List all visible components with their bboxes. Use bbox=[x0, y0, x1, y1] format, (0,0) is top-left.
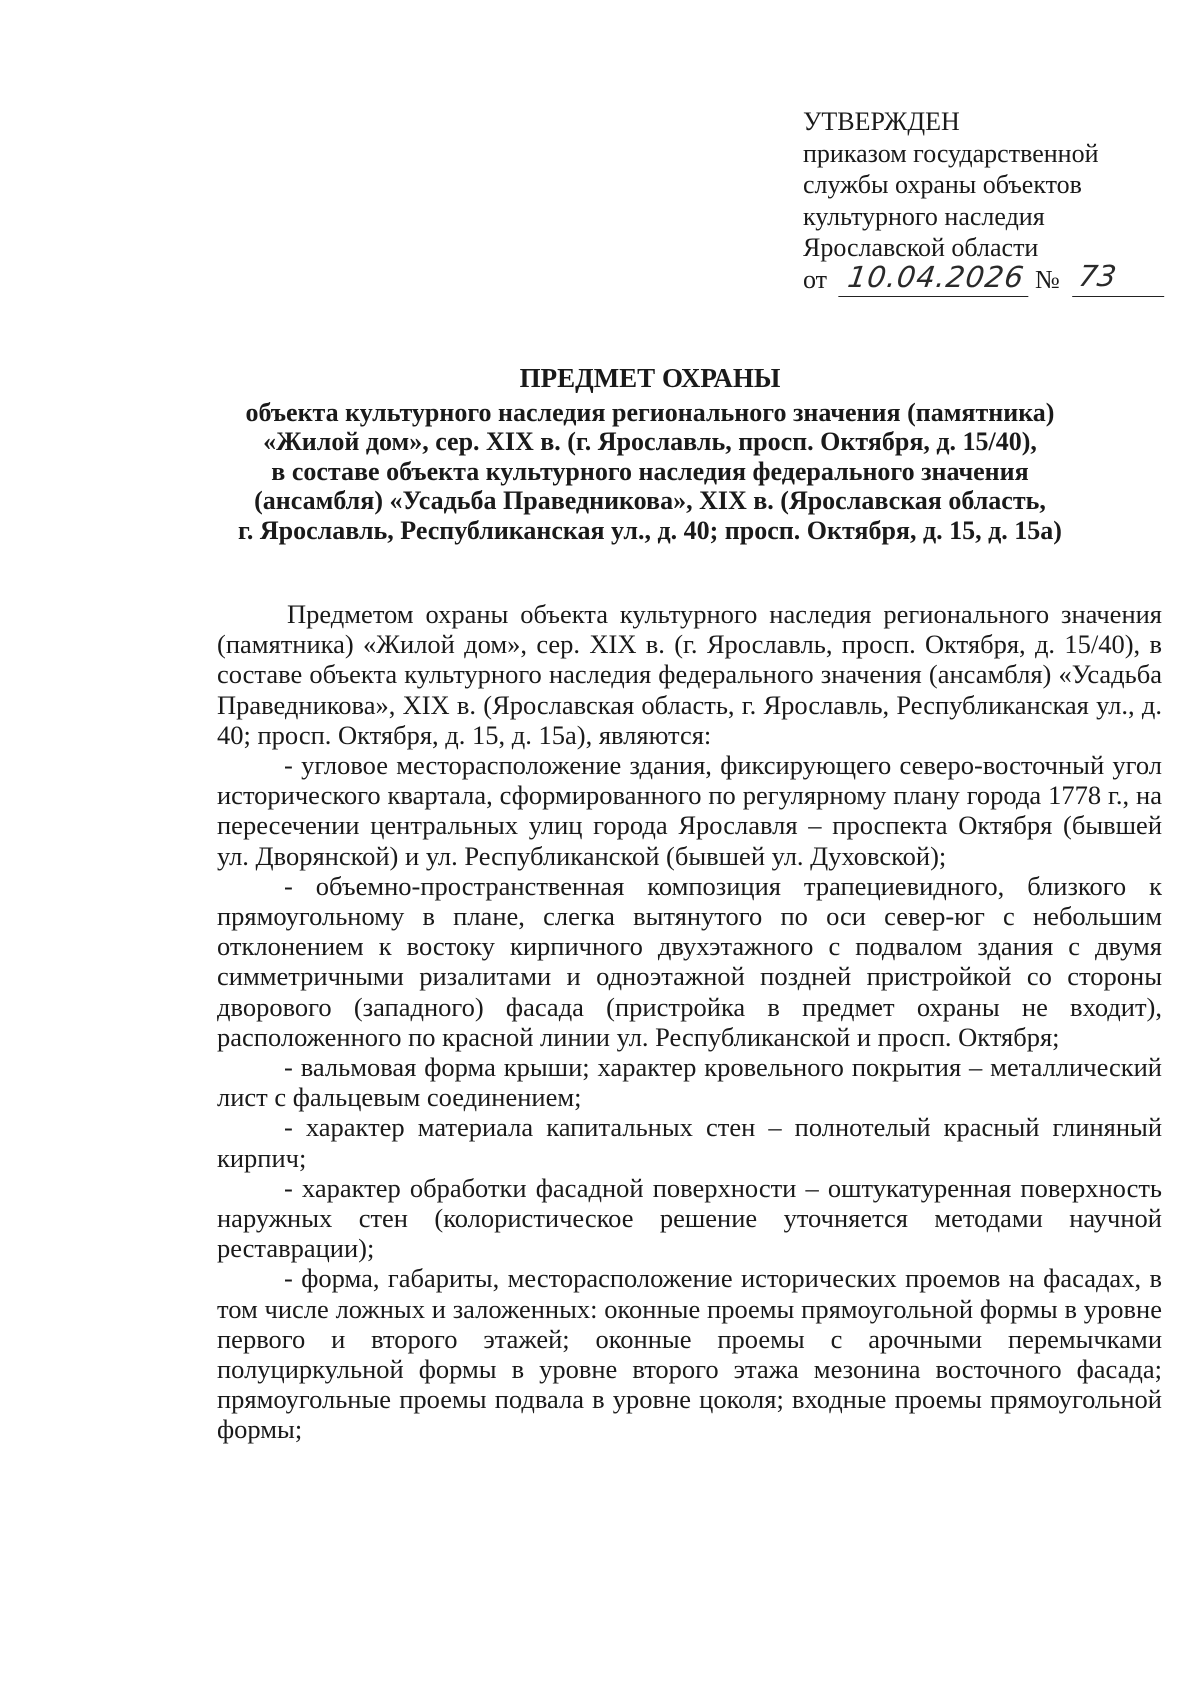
heading-line: (ансамбля) «Усадьба Праведникова», XIX в. (Ярославская область, bbox=[254, 486, 1046, 516]
approval-line: приказом государственной bbox=[803, 138, 1099, 168]
intro-paragraph: Предметом охраны объекта культурного наследия регионального значения (памятника) «Жилой дом», сер. XIX в. (г. Ярославль, просп. Октября, д. 15/40), в составе объекта культурного наследия федерального значения (ансамбля) «Усадьба Праведникова», XIX в. (Ярославская область, г. Ярославль, Республиканская ул., д. 40; просп. Октября, д. 15, д. 15а), являются: bbox=[217, 599, 1162, 750]
heading-line: объекта культурного наследия регионального значения (памятника) bbox=[245, 397, 1055, 427]
approval-title: УТВЕРЖДЕН bbox=[803, 107, 960, 136]
heading-line: в составе объекта культурного наследия федерального значения bbox=[271, 456, 1029, 486]
page-title: ПРЕДМЕТ ОХРАНЫ bbox=[519, 363, 781, 393]
handwritten-number: 73 bbox=[1072, 256, 1170, 297]
list-item: - вальмовая форма крыши; характер кровельного покрытия – металлический лист с фальцевым соединением; bbox=[217, 1052, 1162, 1113]
list-item: - объемно-пространственная композиция трапециевидного, близкого к прямоугольному в плане, слегка вытянутого по оси север-юг с небольшим отклонением к востоку кирпичного двухэтажного с подвалом здания с двумя симметричными ризалитами и одноэтажной поздней пристройкой со стороны дворового (западного) фасада (пристройка в предмет охраны не входит), расположенного по красной линии ул. Республиканской и просп. Октября; bbox=[217, 870, 1162, 1052]
list-item: - характер материала капитальных стен – полнотелый красный глиняный кирпич; bbox=[217, 1112, 1162, 1173]
approval-block bbox=[803, 106, 1143, 306]
list-item: - угловое месторасположение здания, фиксирующего северо-восточный угол исторического квартала, сформированного по регулярному плану города 1778 г., на пересечении центральных улиц города Ярославля – проспекта Октября (бывшей ул. Дворянской) и ул. Республиканской (бывшей ул. Духовской); bbox=[217, 750, 1162, 871]
approval-line: культурного наследия bbox=[803, 201, 1045, 231]
handwritten-date: 10.04.2026 bbox=[838, 258, 1033, 297]
heading-line: г. Ярославль, Республиканская ул., д. 40; просп. Октября, д. 15, д. 15а) bbox=[238, 515, 1062, 545]
document-heading bbox=[200, 364, 1100, 546]
number-label: № bbox=[1035, 264, 1060, 294]
approval-line: службы охраны объектов bbox=[803, 170, 1082, 199]
order-date-number bbox=[803, 258, 1143, 306]
document-body bbox=[217, 599, 1162, 1445]
heading-line: «Жилой дом», сер. XIX в. (г. Ярославль, просп. Октября, д. 15/40), bbox=[263, 427, 1037, 457]
approval-line: Ярославской области bbox=[803, 233, 1039, 262]
list-item: - форма, габариты, месторасположение исторических проемов на фасадах, в том числе ложных и заложенных: оконные проемы прямоугольной формы в уровне первого и второго этажей; оконные проемы с арочными перемычками полуциркульной формы в уровне второго этажа мезонина восточного фасада; прямоугольные проемы подвала в уровне цоколя; входные проемы прямоугольной формы; bbox=[217, 1263, 1162, 1445]
from-label: от bbox=[803, 264, 828, 294]
list-item: - характер обработки фасадной поверхности – оштукатуренная поверхность наружных стен (колористическое решение уточняется методами научной реставрации); bbox=[217, 1172, 1162, 1264]
